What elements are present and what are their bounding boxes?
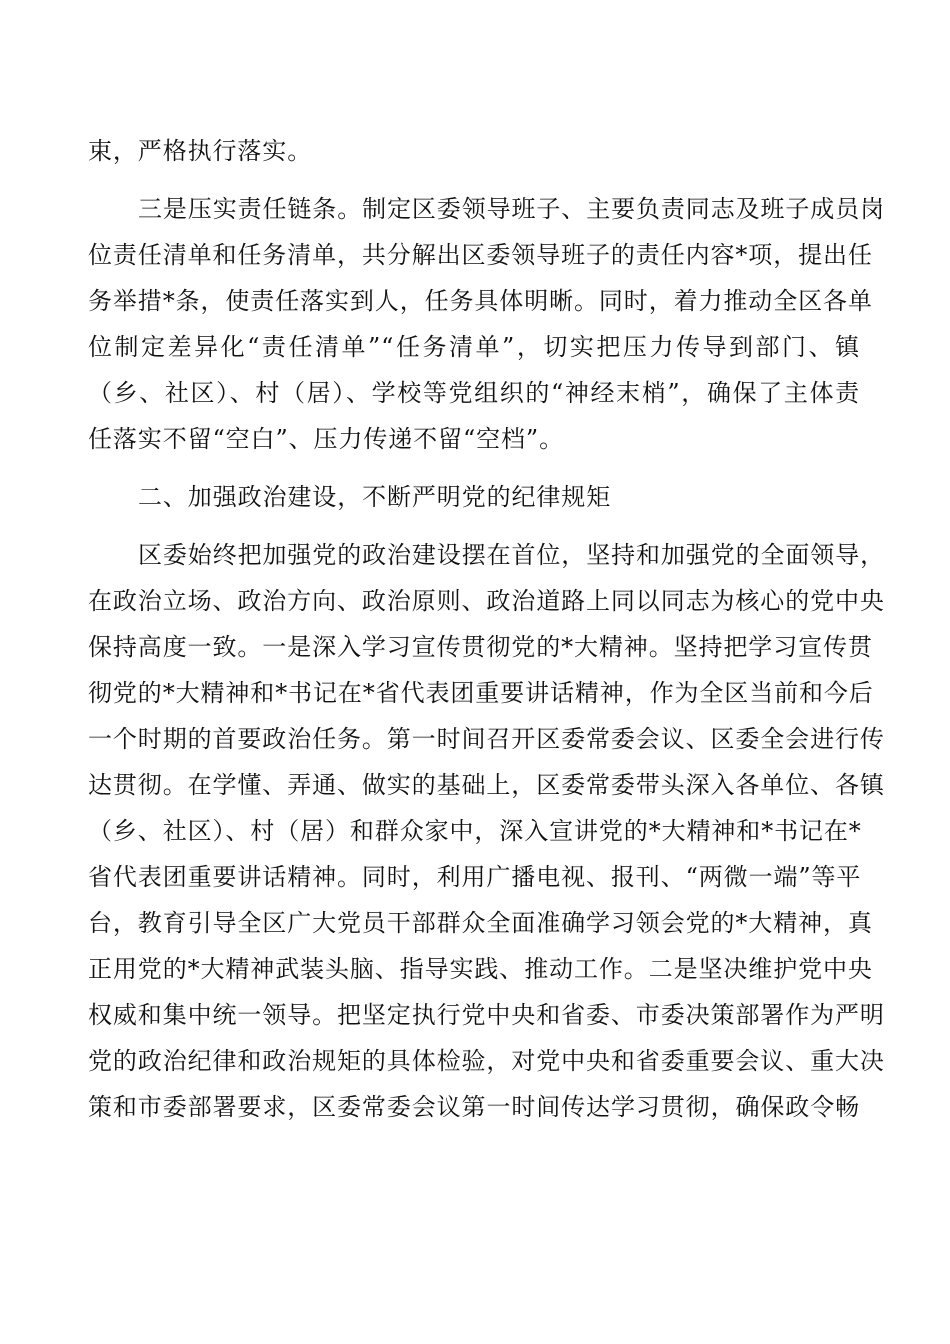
document-body [88,128,885,1130]
paragraph-line: 策和市委部署要求，区委常委会议第一时间传达学习贯彻，确保政令畅 [88,1093,860,1121]
paragraph-line: 权威和集中统一领导。把坚定执行党中央和省委、市委决策部署作为严明 [88,1001,885,1029]
paragraph-line: 三是压实责任链条。制定区委领导班子、主要负责同志及班子成员岗 [138,195,885,223]
paragraph-gap [88,174,860,186]
section-heading: 二、加强政治建设，不断严明党的纪律规矩 [138,483,612,511]
paragraph-gap [88,520,860,532]
paragraph-line: 区委始终把加强党的政治建设摆在首位，坚持和加强党的全面领导， [138,541,885,569]
paragraph-line: 省代表团重要讲话精神。同时，利用广播电视、报刊、“两微一端”等平 [88,863,862,891]
paragraph-line: 保持高度一致。一是深入学习宣传贯彻党的*大精神。坚持把学习宣传贯 [88,633,873,661]
paragraph-line: 束，严格执行落实。 [88,137,313,165]
paragraph-line: 达贯彻。在学懂、弄通、做实的基础上，区委常委带头深入各单位、各镇 [88,771,885,799]
paragraph-line: （乡、社区）、村（居）和群众家中，深入宣讲党的*大精神和*书记在* [88,817,862,845]
paragraph-line: 在政治立场、政治方向、政治原则、政治道路上同以同志为核心的党中央 [88,587,885,615]
paragraph-line: 台，教育引导全区广大党员干部群众全面准确学习领会党的*大精神，真 [88,909,873,937]
paragraph-line: 正用党的*大精神武装头脑、指导实践、推动工作。二是坚决维护党中央 [88,955,873,983]
paragraph-line: 任落实不留“空白”、压力传递不留“空档”。 [88,425,564,453]
paragraph-line: 位制定差异化“责任清单”“任务清单”，切实把压力传导到部门、镇 [88,333,860,361]
paragraph-line: 务举措*条，使责任落实到人，任务具体明晰。同时，着力推动全区各单 [88,287,873,315]
paragraph-line: 党的政治纪律和政治规矩的具体检验，对党中央和省委重要会议、重大决 [88,1047,885,1075]
paragraph-line: （乡、社区）、村（居）、学校等党组织的“神经末梢”，确保了主体责 [88,379,860,407]
paragraph-line: 一个时期的首要政治任务。第一时间召开区委常委会议、区委全会进行传 [88,725,885,753]
paragraph-line: 位责任清单和任务清单，共分解出区委领导班子的责任内容*项，提出任 [88,241,873,269]
paragraph-line: 彻党的*大精神和*书记在*省代表团重要讲话精神，作为全区当前和今后 [88,679,874,707]
paragraph-gap [88,462,860,474]
